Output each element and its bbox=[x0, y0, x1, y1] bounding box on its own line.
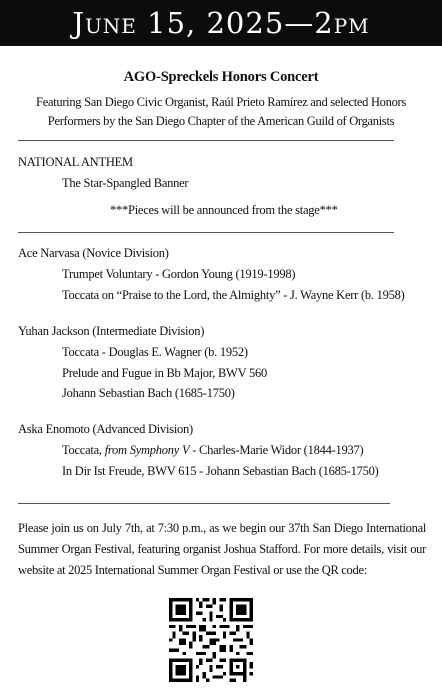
intermediate-piece-3: Johann Sebastian Bach (1685-1750) bbox=[62, 386, 235, 400]
advanced-piece-1 bbox=[62, 443, 363, 458]
advanced-performer: Aska Enomoto (Advanced Division) bbox=[18, 422, 193, 436]
announcement-note: ***Pieces will be announced from the stage*** bbox=[110, 203, 338, 217]
concert-title: AGO-Spreckels Honors Concert bbox=[123, 69, 319, 85]
anthem-piece: The Star-Spangled Banner bbox=[62, 176, 189, 190]
festival-invitation: Please join us on July 7th, at 7:30 p.m., as we begin our 37th San Diego International Summer Organ Festival, featuring organist Joshua Stafford. For more details, visit our website at 2025 International Summer Organ Festival or use the QR code: bbox=[18, 521, 426, 577]
novice-piece-1: Trumpet Voluntary - Gordon Young (1919-1998) bbox=[62, 267, 296, 281]
advanced-piece-1-source: from Symphony V bbox=[104, 443, 190, 457]
intermediate-piece-2: Prelude and Fugue in Bb Major, BWV 560 bbox=[62, 366, 268, 380]
novice-piece-2: Toccata on “Praise to the Lord, the Almighty” - J. Wayne Kerr (b. 1958) bbox=[62, 288, 405, 302]
divider-program bbox=[18, 232, 394, 233]
intermediate-performer: Yuhan Jackson (Intermediate Division) bbox=[18, 324, 205, 338]
novice-performer: Ace Narvasa (Novice Division) bbox=[18, 246, 169, 260]
anthem-heading: NATIONAL ANTHEM bbox=[18, 155, 133, 169]
intermediate-piece-1: Toccata - Douglas E. Wagner (b. 1952) bbox=[62, 345, 248, 359]
divider-bottom bbox=[18, 503, 390, 504]
advanced-piece-2: In Dir Ist Freude, BWV 615 - Johann Sebastian Bach (1685-1750) bbox=[62, 464, 379, 478]
divider-top bbox=[18, 140, 394, 141]
date-banner bbox=[0, 0, 442, 46]
qr-code-icon[interactable] bbox=[169, 598, 253, 682]
concert-date: June 15, 2025—2pm bbox=[72, 6, 370, 40]
advanced-piece-1-title: Toccata, bbox=[62, 443, 105, 457]
advanced-piece-1-composer: - Charles-Marie Widor (1844-1937) bbox=[189, 443, 364, 457]
concert-subtitle: Featuring San Diego Civic Organist, Raúl Prieto Ramírez and selected Honors Performers by the San Diego Chapter of the American Guild of Organists bbox=[36, 95, 406, 128]
